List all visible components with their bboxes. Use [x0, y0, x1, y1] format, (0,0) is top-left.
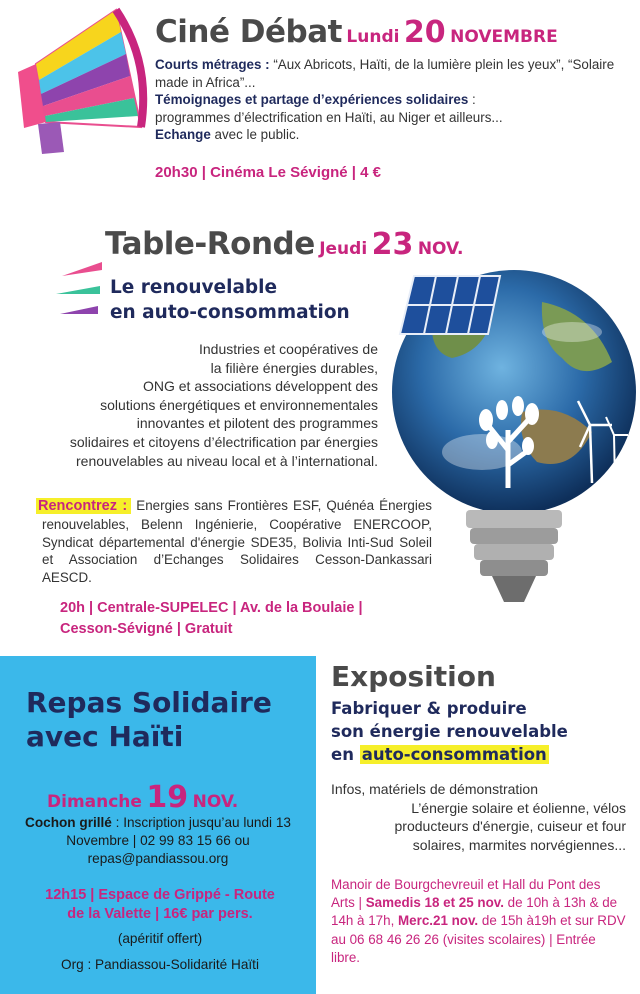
repas-solidaire-title	[26, 686, 272, 754]
expo-subtitle-highlight: auto-consommation	[361, 745, 547, 764]
table-ronde-description	[0, 340, 378, 470]
desc-line-6: solidaires et citoyens d’électrification par énergies	[69, 433, 378, 450]
expo-desc-line-3: solaires, marmites norvégiennes...	[412, 836, 626, 853]
temoignages-label: Témoignages et partage d’expériences solidaires	[155, 92, 469, 107]
repas-info-line-2: de la Valette | 16€ par pers.	[67, 906, 253, 922]
cine-debat-info: 20h30 | Cinéma Le Sévigné | 4 €	[155, 164, 381, 181]
cochon-text: : Inscription jusqu’au lundi 13 Novembre | 02 99 83 15 66 ou	[66, 815, 291, 848]
repas-title-line-1: Repas Solidaire	[26, 686, 272, 719]
table-ronde-month: NOV.	[417, 239, 464, 259]
expo-info-bold-2: Merc.21 nov.	[398, 913, 479, 929]
expo-desc-first: Infos, matériels de démonstration	[331, 781, 538, 797]
cine-debat-heading	[155, 14, 558, 50]
wind-turbine-icon	[570, 395, 630, 485]
rencontrez-label: Rencontrez :	[36, 498, 131, 514]
expo-info-part-1: Manoir de Bourgchevreuil et Hall du Pont des Arts |	[331, 877, 601, 911]
rencontrez-block	[38, 497, 432, 587]
table-ronde-info-line-1: 20h | Centrale-SUPELEC | Av. de la Boulaie |	[60, 600, 363, 616]
repas-info-line-1: 12h15 | Espace de Grippé - Route	[45, 887, 275, 903]
repas-date-number: 19	[146, 780, 189, 815]
courts-label: Courts métrages :	[155, 57, 270, 72]
cochon-label: Cochon grillé	[25, 815, 112, 830]
table-ronde-info	[60, 598, 363, 640]
cine-debat-day: Lundi	[346, 27, 400, 47]
table-ronde-heading	[105, 226, 463, 262]
exposition-subtitle	[331, 697, 568, 766]
solar-panel-icon	[396, 270, 506, 340]
desc-line-7: renouvelables au niveau local et à l’international.	[76, 452, 378, 469]
desc-line-3: ONG et associations développent des	[142, 378, 378, 395]
exposition-description	[331, 780, 626, 854]
repas-organizer: Org : Pandiassou-Solidarité Haïti	[61, 957, 259, 972]
repas-description	[18, 814, 298, 867]
rencontrez-text: Energies sans Frontières ESF, Quénéa Énergies renouvelables, Belenn Ingénierie, Coopérative ENERCOOP, Syndicat départemental d'énergie SDE35, Bolivia Inti-Sud Soleil et Association d’Echanges Solidaires Cesson-Dankassari AESCD.	[42, 498, 432, 586]
expo-info-part-2: de 10h à 13h & de 14h à 17h,	[331, 895, 618, 929]
repas-aperitif: (apéritif offert)	[117, 931, 203, 946]
cine-debat-month: NOVEMBRE	[450, 27, 558, 47]
echange-label: Echange	[155, 127, 211, 142]
temoignages-colon: :	[468, 92, 476, 107]
cine-debat-description	[155, 56, 635, 144]
repas-title-line-2: avec Haïti	[26, 720, 184, 753]
exposition-info	[331, 876, 627, 967]
accent-stripes-icon	[52, 262, 107, 332]
expo-info-bold-1: Samedis 18 et 25 nov.	[365, 895, 504, 911]
courts-text: “Aux Abricots, Haïti, de la lumière plein les yeux”, “Solaire made in Africa”...	[155, 57, 615, 90]
echange-text: avec le public.	[210, 127, 300, 142]
subtitle-line-1: Le renouvelable	[110, 277, 278, 298]
expo-desc-line-2: producteurs d'énergie, cuiseur et four	[394, 818, 626, 834]
desc-line-1: Industries et coopératives de	[199, 341, 378, 357]
expo-desc-line-1: L’énergie solaire et éolienne, vélos	[411, 799, 626, 816]
cine-debat-title: Ciné Débat	[155, 14, 342, 50]
expo-subtitle-line-2: son énergie renouvelable	[331, 722, 568, 741]
cine-debat-date-number: 20	[403, 15, 446, 50]
desc-line-4: solutions énergétiques et environnementales	[100, 396, 378, 413]
repas-info	[14, 886, 306, 924]
expo-info-part-3: de 15h à19h et sur RDV au 06 68 46 26 26 (visites scolaires) | Entrée libre.	[331, 913, 626, 965]
repas-date	[47, 780, 238, 815]
desc-line-2: la filière énergies durables,	[210, 359, 378, 376]
tree-icon	[468, 380, 548, 490]
desc-line-5: innovantes et pilotent des programmes	[136, 415, 378, 432]
expo-subtitle-en: en	[331, 745, 360, 764]
expo-subtitle-line-1: Fabriquer & produire	[331, 699, 527, 718]
table-ronde-info-line-2: Cesson-Sévigné | Gratuit	[60, 621, 233, 637]
table-ronde-title: Table-Ronde	[105, 226, 315, 262]
subtitle-line-2: en auto-consommation	[110, 302, 350, 323]
table-ronde-date-number: 23	[371, 227, 414, 262]
temoignages-text: programmes d’électrification en Haïti, au Niger et ailleurs...	[155, 109, 503, 125]
repas-day: Dimanche	[47, 792, 142, 812]
megaphone-icon	[6, 2, 151, 162]
exposition-title: Exposition	[331, 660, 496, 693]
repas-email: repas@pandiassou.org	[87, 850, 229, 866]
repas-month: NOV.	[192, 792, 239, 812]
table-ronde-subtitle	[110, 275, 350, 325]
table-ronde-day: Jeudi	[319, 239, 368, 259]
